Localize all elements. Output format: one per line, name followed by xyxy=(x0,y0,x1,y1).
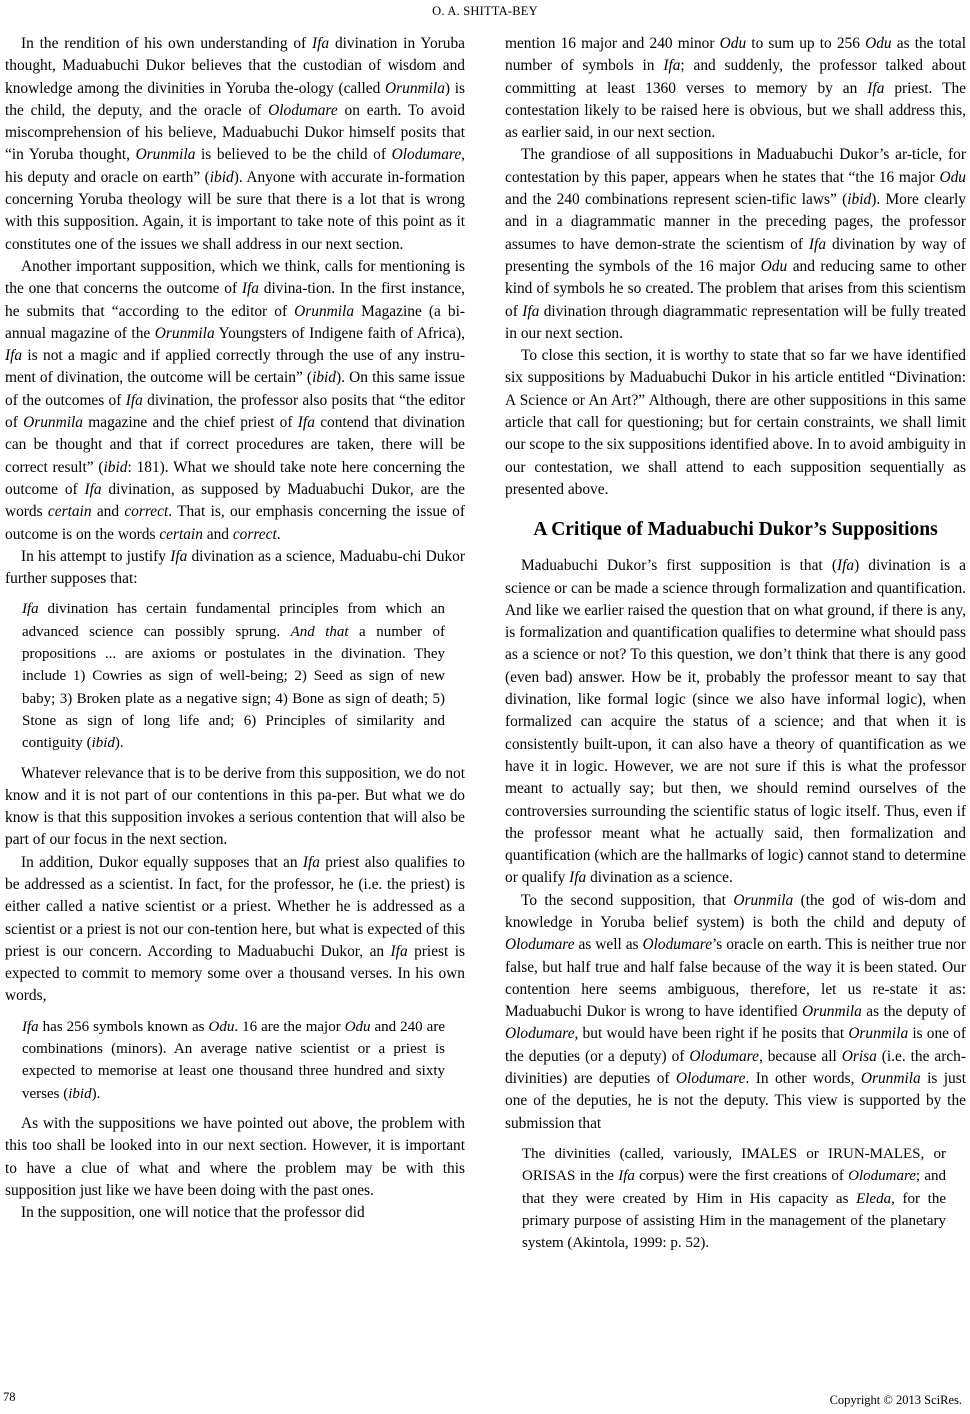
italic-term: Olodumare xyxy=(391,146,462,164)
block-quote xyxy=(522,1143,946,1254)
italic-term: Ifa xyxy=(663,57,681,75)
italic-term: Ifa xyxy=(302,853,320,871)
paragraph: The grandiose of all suppositions in Maduabuchi Dukor’s ar-ticle, for contestation by this paper, appears when he states that “the 16 major Odu and the 240 combinations represent scien-tific laws” (ibid). More clearly and in a diagrammatic manner in the preceding pages, the professor assumes to have demon-strate the scientism of Ifa divination by way of presenting the symbols of the 16 major Odu and reducing same to other kind of symbols he so created. The problem that arises from this scientism of Ifa divination through diagrammatic representation will be fully treated in our next section. xyxy=(505,146,967,342)
paragraph: In the rendition of his own understanding of Ifa divination in Yoruba thought, Maduabuchi Dukor believes that the custodian of wisdom and knowledge among the divinities in Yoruba the-ology (called Orunmila) is the child, the deputy, and the oracle of Olodumare on earth. To avoid miscomprehension of his believe, Maduabuchi Dukor himself posits that “in Yoruba thought, Orunmila is believed to be the child of Olodumare, his deputy and oracle on earth” (ibid). Anyone with accurate in-formation concerning Yoruba theology will be sure that there is a lot that is wrong with this supposition. Again, it is important to take note of this point as it constitutes one of the issues we shall address in our next section. xyxy=(5,35,466,253)
italic-term: Ifa xyxy=(808,235,827,253)
paragraph: mention 16 major and 240 minor Odu to sum up to 256 Odu as the total number of symbols in Ifa; and suddenly, the professor talked about committing at least 1360 verses to memory by an Ifa priest. The contestation likely to be raised here is obvious, but we shall address this, as earlier said, in our next section. xyxy=(505,35,967,142)
italic-term: Ifa xyxy=(84,480,102,498)
italic-term: Odu xyxy=(344,1018,371,1035)
paragraph: Whatever relevance that is to be derive from this supposition, we do not know and it is not part of our contentions in this pa-per. But what we do know is that this supposition invokes a serious contention that will also be part of our focus in the next section. xyxy=(5,764,465,849)
italic-term: Ifa xyxy=(170,547,188,565)
italic-term: Orunmila xyxy=(294,302,355,320)
italic-term: Ifa xyxy=(125,391,143,409)
italic-term: Ifa xyxy=(5,347,23,365)
quote-text: The divinities (called, variously, IMALES or IRUN-MALES, or ORISAS in the Ifa corpus) were the first creations of Olodumare; and that they were created by Him in His capacity as Eleda, for the primary purpose of assisting Him in the management of the planetary system (Akintola, 1999: p. 52). xyxy=(522,1145,946,1252)
italic-term: Orunmila xyxy=(23,414,83,432)
italic-term: certain xyxy=(47,503,92,521)
italic-term: Ifa xyxy=(618,1168,635,1185)
copyright-notice: Copyright © 2013 SciRes. xyxy=(829,1393,962,1407)
italic-term: Ifa xyxy=(836,557,855,575)
paragraph: To close this section, it is worthy to state that so far we have identified six suppositions by Maduabuchi Dukor in his article entitled “Divination: A Science or An Art?” Although, there are other suppositions in this same article that call for questioning; but for certain constraints, we shall limit our scope to the six suppositions identified above. In to avoid ambiguity in our contestation, we shall attend to each supposition sequentially as presented above. xyxy=(505,347,966,498)
running-head: O. A. SHITTA-BEY xyxy=(432,4,538,18)
italic-term: Ifa xyxy=(390,942,408,960)
italic-term: ibid xyxy=(847,191,872,209)
block-quote xyxy=(22,598,445,754)
italic-term: And that xyxy=(290,623,349,640)
paragraph: In addition, Dukor equally supposes that an Ifa priest also qualifies to be addressed as a scientist. In fact, for the professor, he (i.e. the priest) is either called a native scientist or a priest. Whether he is addressed as a scientist or a priest is not our con-tention here, but what is expected of this priest is our concern. According to Maduabuchi Dukor, an Ifa priest is expected to commit to memory some over a thousand verses. In his own words, xyxy=(5,853,466,1005)
italic-term: Orunmila xyxy=(860,1070,921,1088)
paragraph: To the second supposition, that Orunmila (the god of wis-dom and knowledge in Yoruba belief system) is both the child and deputy of Olodumare as well as Olodumare’s oracle on earth. This is neither true nor false, but half true and half false because of the way it is been stated. Our contention here seems ambiguous, therefore, let us re-state it as: Maduabuchi Dukor is wrong to have identified Orunmila as the deputy of Olodumare, but would have been right if he posits that Orunmila is one of the deputies (or a deputy) of Olodumare, because all Orisa (i.e. the arch-divinities) are deputies of Olodumare. In other words, Orunmila is just one of the deputies, he is not the deputy. This view is supported by the submission that xyxy=(505,891,967,1132)
italic-term: Ifa xyxy=(241,280,260,298)
italic-term: Ifa xyxy=(522,302,540,320)
italic-term: Olodumare xyxy=(675,1070,746,1088)
italic-term: Orunmila xyxy=(135,146,196,164)
italic-term: ibid xyxy=(103,458,128,476)
italic-term: Olodumare xyxy=(268,101,338,119)
italic-term: Odu xyxy=(939,168,966,186)
paragraph: In the supposition, one will notice that the professor did xyxy=(21,1204,365,1222)
italic-term: Odu xyxy=(719,35,747,52)
paragraph: Maduabuchi Dukor’s first supposition is that (Ifa) divination is a science or can be made a science through formalization and quantification. And like we earlier raised the question that on what ground, if there is any, is formalization and quantification qualifies to determine what should pass as a science or not? To this question, we don’t think that there is any good (even bad) answer. How be it, probably the professor meant to say that divination, like formal logic (since we also have informal logic), when formalized can acquire the status of a science; and that when it is consistently built-upon, it can also have a theory of quantification as we have it in logic. However, we are not sure if this is what the professor meant to actually say; but then, we should remind ourselves of the controversies surrounding the scientific status of logic itself. Thus, even if the professor meant what he actually said, then formalization and quantification (which are the hallmarks of logic) cannot stand to determine or qualify Ifa divination as a science. xyxy=(505,557,966,887)
italic-term: Olodumare xyxy=(505,936,575,954)
quote-text: Ifa has 256 symbols known as Odu. 16 are the major Odu and 240 are combinations (minors). An average native scientist or a priest is expected to memorise at least one thousand three hundred and sixty verses (ibid). xyxy=(22,1018,445,1102)
italic-term: correct xyxy=(124,503,169,521)
italic-term: ibid xyxy=(68,1085,92,1102)
italic-term: Olodumare xyxy=(848,1168,916,1185)
italic-term: Odu xyxy=(865,35,892,52)
right-column xyxy=(505,33,966,1262)
italic-term: ibid xyxy=(312,369,337,387)
italic-term: Orunmila xyxy=(154,324,215,342)
italic-term: correct xyxy=(232,525,277,543)
italic-term: Odu xyxy=(208,1018,235,1035)
italic-term: Orunmila xyxy=(385,79,445,97)
italic-term: Ifa xyxy=(22,1018,39,1035)
italic-term: Eleda xyxy=(856,1190,892,1207)
paragraph: As with the suppositions we have pointed out above, the problem with this too shall be looked into in our next section. However, it is important to have a clue of what and where the problem may be with this supposition just like we have been doing with the past ones. xyxy=(5,1114,465,1199)
italic-term: ibid xyxy=(209,168,234,186)
page-number: 78 xyxy=(3,1390,16,1404)
italic-term: Orunmila xyxy=(848,1025,909,1043)
italic-term: Olodumare xyxy=(642,936,713,954)
italic-term: Orunmila xyxy=(802,1003,862,1021)
quote-text: Ifa divination has certain fundamental principles from which an advanced science can possibly sprung. And that a number of propositions ... are axioms or postulates in the divination. They include 1) Cowries as sign of well-being; 2) Seed as sign of new baby; 3) Broken plate as a negative sign; 4) Bone as sign of death; 5) Stone as sign of long life and; 6) Principles of similarity and contiguity (ibid). xyxy=(22,601,445,752)
italic-term: Odu xyxy=(760,257,788,275)
left-column xyxy=(5,33,465,1224)
italic-term: Ifa xyxy=(297,414,315,432)
italic-term: Olodumare xyxy=(689,1047,759,1065)
italic-term: Orunmila xyxy=(733,891,794,909)
block-quote xyxy=(22,1016,445,1105)
italic-term: Orisa xyxy=(841,1047,877,1065)
italic-term: Ifa xyxy=(867,79,885,97)
paragraph: In his attempt to justify Ifa divination as a science, Maduabu-chi Dukor further supposes that: xyxy=(5,547,465,588)
italic-term: Ifa xyxy=(312,35,330,52)
italic-term: Ifa xyxy=(22,601,39,618)
paragraph: Another important supposition, which we think, calls for mentioning is the one that concerns the outcome of Ifa divina-tion. In the first instance, he submits that “according to the editor of Orunmila Magazine (a bi-annual magazine of the Orunmila Youngsters of Indigene faith of Africa), Ifa is not a magic and if applied correctly through the use of any instru-ment of divination, the outcome will be certain” (ibid). On this same issue of the outcomes of Ifa divination, the professor also posits that “the editor of Orunmila magazine and the chief priest of Ifa contend that divination can be thought and that if correct procedures are taken, there will be correct result” (ibid: 181). What we should take note here concerning the outcome of Ifa divination, as supposed by Maduabuchi Dukor, are the words certain and correct. That is, our emphasis concerning the issue of outcome is on the words certain and correct. xyxy=(5,257,466,543)
italic-term: certain xyxy=(159,525,203,543)
section-heading: A Critique of Maduabuchi Dukor’s Suppositions xyxy=(533,519,938,541)
italic-term: Olodumare xyxy=(505,1025,575,1043)
italic-term: ibid xyxy=(91,735,115,752)
italic-term: Ifa xyxy=(569,869,587,887)
